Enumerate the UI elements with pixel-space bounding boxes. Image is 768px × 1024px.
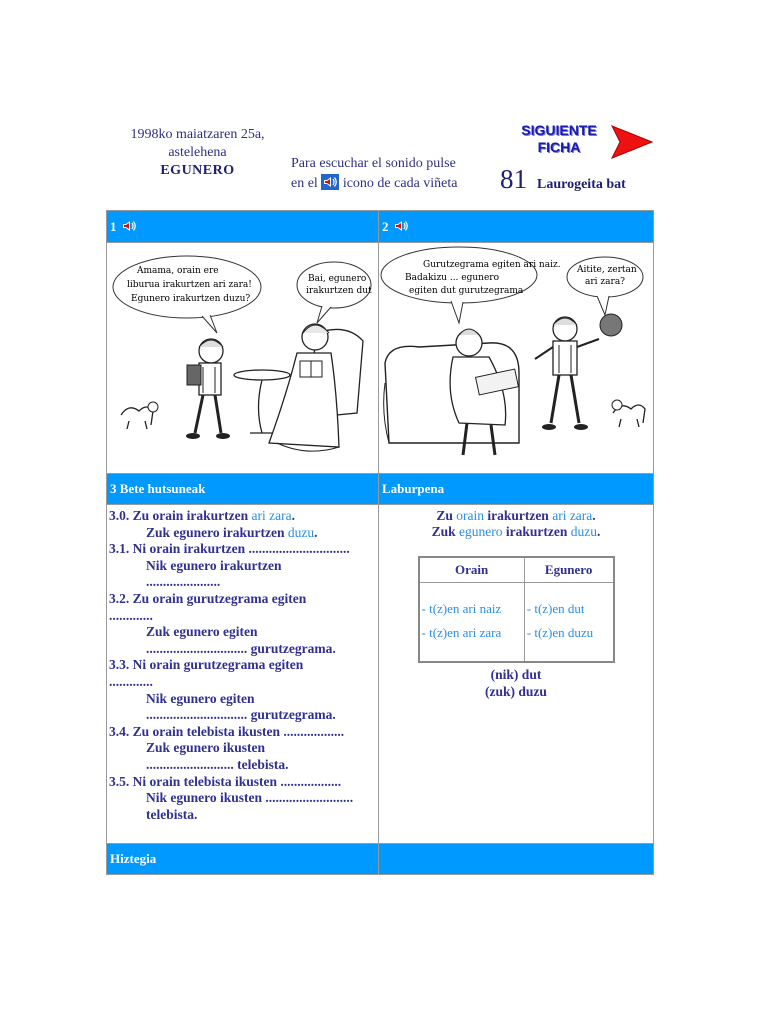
hiztegia-header: Hiztegia (107, 844, 379, 875)
egunero-form: - t(z)en dut (526, 601, 585, 616)
instruction-line-2b: icono de cada viñeta (342, 176, 458, 191)
col-header-orain: Orain (419, 557, 525, 583)
exercise-cell (107, 505, 379, 844)
speaker-icon[interactable] (120, 218, 138, 234)
exercise-line (109, 674, 376, 691)
speaker-icon[interactable] (321, 174, 339, 190)
instructions (291, 154, 481, 194)
instruction-line-1: Para escuchar el sonido pulse (291, 156, 456, 171)
empty-header (379, 844, 654, 875)
exercise-text: 3.3. Ni orain gurutzegrama egiten (109, 657, 304, 673)
bubble-left-line: liburua irakurtzen ari zara! (127, 280, 252, 290)
exercise-text: 3.2. Zu orain gurutzegrama egiten (109, 590, 307, 606)
exercise-text: Nik egunero irakurtzen (146, 557, 282, 573)
date-line: 1998ko maiatzaren 25a, (130, 127, 265, 142)
summary-examples (379, 505, 653, 540)
exercise-line (109, 608, 376, 625)
panel-1-number: 1 (110, 219, 117, 234)
bubble-right-line: irakurtzen dut (306, 286, 372, 296)
cartoon-grandfather-crossword (379, 243, 651, 473)
zuk-note: (zuk) duzu (485, 684, 547, 699)
bubble-left-line: egiten dut gurutzegrama (409, 286, 524, 296)
exercise-line (109, 641, 376, 658)
exercise-line (109, 707, 376, 724)
exercise-text: 3.5. Ni orain telebista ikusten .................. (109, 773, 342, 789)
egunero-form: - t(z)en duzu (526, 625, 594, 640)
exercise-line (109, 541, 376, 558)
next-arrow-icon[interactable] (610, 124, 654, 160)
pronoun-notes (379, 666, 653, 700)
exercise-text: Zuk egunero irakurtzen (146, 524, 288, 540)
exercise-text: ...................... (146, 574, 221, 590)
cartoon-grandmother-reading (107, 243, 377, 473)
summary-header: Laburpena (379, 474, 654, 505)
exercise-line (109, 740, 376, 757)
sheet-number (500, 164, 626, 195)
bubble-right-line: ari zara? (585, 277, 626, 287)
exercise-text: telebista. (146, 806, 198, 822)
exercise-header: 3 Bete hutsuneak (107, 474, 379, 505)
exercise-text: 3.4. Zu orain telebista ikusten .................. (109, 723, 345, 739)
summary-cell (379, 505, 654, 844)
exercise-line (109, 624, 376, 641)
egunero-forms (524, 583, 613, 663)
nik-note: (nik) dut (490, 667, 542, 682)
exercise-line (109, 724, 376, 741)
col-header-egunero: Egunero (524, 557, 613, 583)
instruction-line-2a: en el (291, 176, 318, 191)
orain-form: - t(z)en ari naiz (421, 601, 502, 616)
next-label-2[interactable]: FICHA (537, 139, 581, 155)
exercise-line (109, 757, 376, 774)
summary-line-2: Zuk egunero irakurtzen duzu. (431, 524, 601, 539)
exercise-text: 3.1. Ni orain irakurtzen .............................. (109, 541, 350, 557)
page-title: EGUNERO (160, 163, 235, 178)
exercise-text: ............. (109, 673, 153, 689)
bubble-left-line: Amama, orain ere (137, 266, 219, 276)
weekday-line: astelehena (168, 145, 227, 160)
exercise-text: Zuk egunero egiten (146, 624, 258, 640)
exercise-text: .............................. gurutzegrama. (146, 640, 336, 656)
panel-2-image (379, 243, 654, 474)
exercise-line (109, 508, 376, 525)
bubble-right-line: Bai, egunero (308, 274, 367, 284)
panel-2-header (379, 211, 654, 243)
panel-1-header (107, 211, 379, 243)
bubble-left-line: Gurutzegrama egiten ari naiz. (423, 260, 561, 270)
sheet-number-word: Laurogeita bat (537, 177, 626, 192)
sheet-number-digits: 81 (500, 164, 527, 194)
exercise-text: ............. (109, 607, 153, 623)
exercise-line (109, 774, 376, 791)
exercise-punct: . (291, 508, 295, 523)
exercise-text: .......................... telebista. (146, 756, 289, 772)
exercise-list (107, 505, 378, 823)
bubble-right-line: Aitite, zertan (577, 265, 637, 275)
orain-forms (419, 583, 525, 663)
panel-1-image (107, 243, 379, 474)
exercise-line (109, 574, 376, 591)
bubble-left-line: Badakizu ... egunero (405, 273, 500, 283)
exercise-text: 3.0. Zu orain irakurtzen (109, 508, 252, 523)
worksheet-table (106, 210, 654, 875)
speaker-icon[interactable] (392, 218, 410, 234)
exercise-text: .............................. gurutzegrama. (146, 707, 336, 723)
next-sheet-link[interactable] (513, 122, 605, 156)
exercise-line (109, 807, 376, 824)
exercise-text: Nik egunero ikusten .......................... (146, 790, 354, 806)
exercise-line (109, 691, 376, 708)
exercise-text: Nik egunero egiten (146, 690, 255, 706)
exercise-line (109, 790, 376, 807)
bubble-left-line: Egunero irakurtzen duzu? (131, 294, 251, 304)
exercise-punct: . (314, 524, 318, 540)
panel-2-number: 2 (382, 219, 389, 234)
conjugation-table (418, 556, 615, 663)
exercise-text: Zuk egunero ikusten (146, 740, 266, 756)
exercise-line (109, 558, 376, 575)
exercise-answer: ari zara (251, 508, 292, 523)
orain-form: - t(z)en ari zara (421, 625, 502, 640)
summary-line-1: Zu orain irakurtzen ari zara. (436, 508, 596, 523)
exercise-line (109, 657, 376, 674)
next-label-1[interactable]: SIGUIENTE (521, 122, 597, 138)
exercise-line (109, 525, 376, 542)
exercise-answer: duzu (287, 524, 315, 540)
date-block (110, 126, 285, 180)
exercise-line (109, 591, 376, 608)
